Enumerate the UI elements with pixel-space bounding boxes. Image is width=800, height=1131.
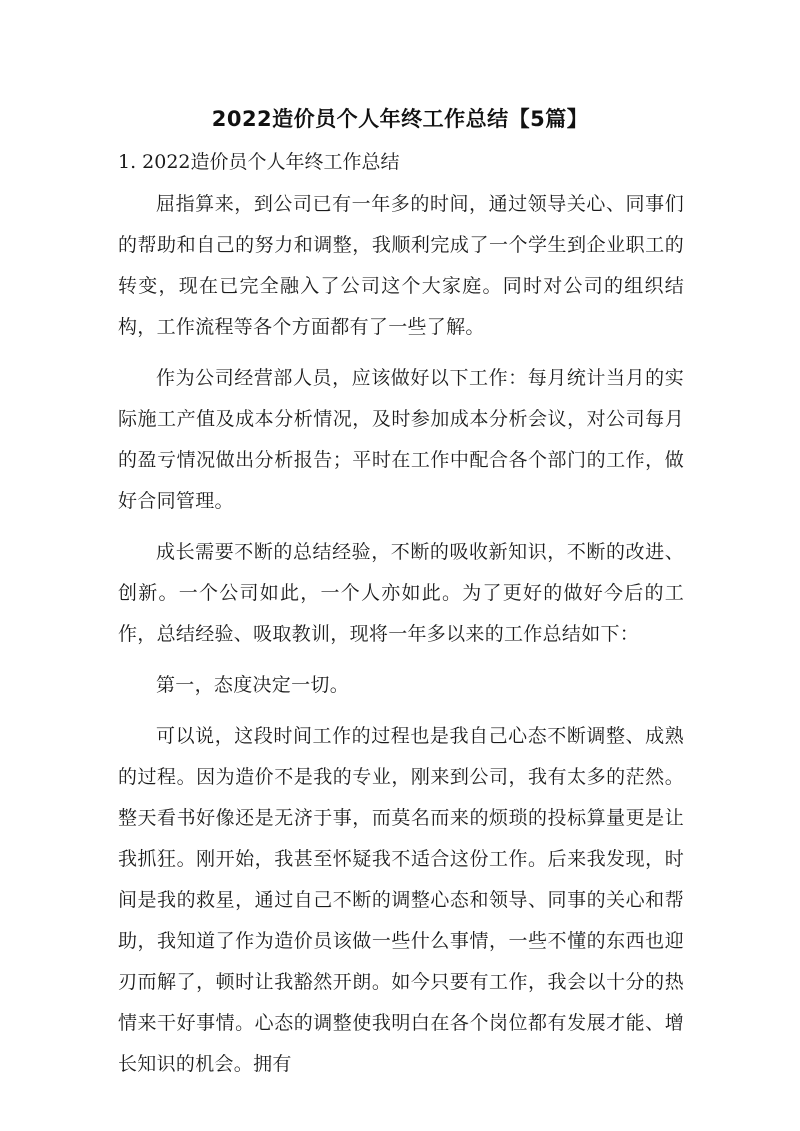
paragraph-duties: 作为公司经营部人员，应该做好以下工作：每月统计当月的实际施工产值及成本分析情况，及时参加成本分析会议，对公司每月的盈亏情况做出分析报告；平时在工作中配合各个部门的工作，做好合同管理。 bbox=[118, 367, 684, 512]
document-body bbox=[118, 184, 684, 1095]
section-heading: 1. 2022造价员个人年终工作总结 bbox=[118, 151, 400, 173]
paragraph-attitude: 可以说，这段时间工作的过程也是我自己心态不断调整、成熟的过程。因为造价不是我的专业，刚来到公司，我有太多的茫然。整天看书好像还是无济于事，而莫名而来的烦琐的投标算量更是让我抓狂。刚开始，我甚至怀疑我不适合这份工作。后来我发现，时间是我的救星，通过自己不断的调整心态和领导、同事的关心和帮助，我知道了作为造价员该做一些什么事情，一些不懂的东西也迎刃而解了，顿时让我豁然开朗。如今只要有工作，我会以十分的热情来干好事情。心态的调整使我明白在各个岗位都有发展才能、增长知识的机会。拥有 bbox=[118, 725, 684, 1075]
paragraph-growth: 成长需要不断的总结经验，不断的吸收新知识，不断的改进、创新。一个公司如此，一个人亦如此。为了更好的做好今后的工作，总结经验、吸取教训，现将一年多以来的工作总结如下： bbox=[118, 541, 684, 645]
document-title: 2022造价员个人年终工作总结【5篇】 bbox=[211, 107, 589, 131]
paragraph-intro: 屈指算来，到公司已有一年多的时间，通过领导关心、同事们的帮助和自己的努力和调整，我顺利完成了一个学生到企业职工的转变，现在已完全融入了公司这个大家庭。同时对公司的组织结构，工作流程等各个方面都有了一些了解。 bbox=[118, 193, 684, 338]
paragraph-point-one: 第一，态度决定一切。 bbox=[156, 674, 350, 696]
